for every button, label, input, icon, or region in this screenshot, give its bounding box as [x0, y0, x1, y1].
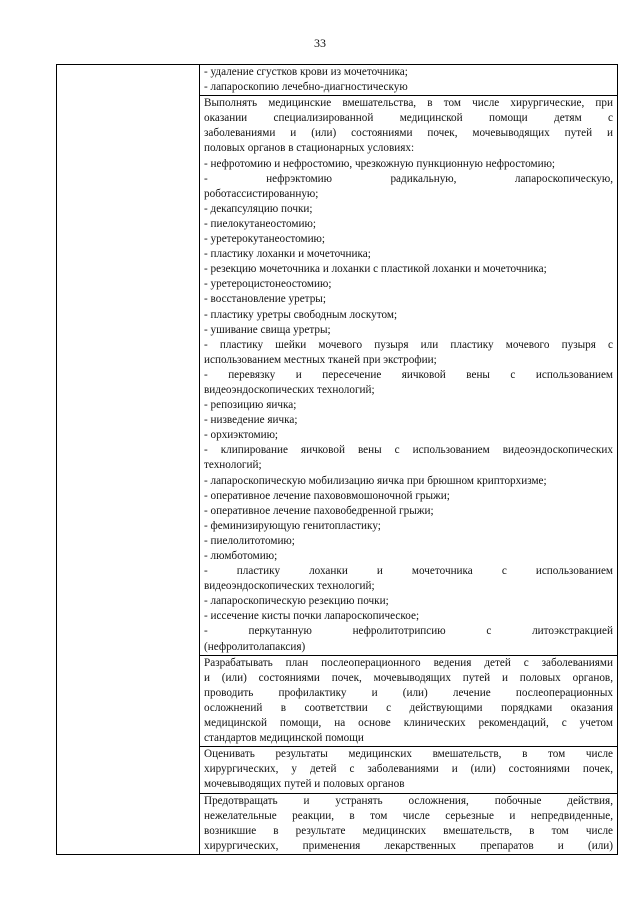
text-line: и (или) состояниями почек, мочевыводящих путей и половых органов, — [204, 671, 613, 684]
text-line: видеоэндоскопических технологий; — [204, 383, 375, 396]
text-line: - лапароскопию лечебно-диагностическую — [204, 81, 408, 94]
text-line: - удаление сгустков крови из мочеточника; — [204, 66, 408, 78]
content-blocks — [200, 65, 617, 854]
text-line: роботассистированную; — [204, 187, 319, 200]
text-line: - пиелокутанеостомию; — [204, 217, 316, 230]
text-line: стандартов медицинской помощи — [204, 732, 364, 745]
text-line: - пластику шейки мочевого пузыря или пластику мочевого пузыря с — [204, 338, 613, 351]
text-line: - уретероцистонеостомию; — [204, 278, 332, 291]
text-line: проводить профилактику и (или) лечение послеоперационных — [204, 686, 613, 699]
text-line: - лапароскопическую мобилизацию яичка при брюшном крипторхизме; — [204, 474, 547, 487]
table-row — [57, 65, 618, 855]
text-line: - пиелолитотомию; — [204, 534, 295, 547]
text-line: Предотвращать и устранять осложнения, побочные действия, — [204, 794, 613, 807]
text-line: - люмботомию; — [204, 550, 278, 562]
text-line: видеоэндоскопических технологий; — [204, 580, 375, 593]
left-column-cell — [57, 65, 200, 855]
text-line: - орхиэктомию; — [204, 429, 279, 442]
text-line: хирургических, применения лекарственных препаратов и (или) — [204, 839, 613, 852]
text-line: - феминизирующую генитопластику; — [204, 519, 381, 532]
text-block — [200, 95, 617, 654]
text-line: - низведение яичка; — [204, 414, 298, 427]
text-block — [200, 65, 617, 95]
text-line: - оперативное лечение пахововмошоночной грыжи; — [204, 489, 450, 502]
text-line: использованием местных тканей при экстрофии; — [204, 353, 437, 366]
text-line: - пластику лоханки и мочеточника с использованием — [204, 565, 613, 578]
text-line: половых органов в стационарных условиях: — [204, 142, 415, 155]
text-line: - пластику лоханки и мочеточника; — [204, 248, 371, 261]
text-line: оказании специализированной медицинской помощи детям с — [204, 112, 613, 125]
text-line: медицинской помощи, на основе клинических рекомендаций, с учетом — [204, 717, 613, 730]
text-line: Разрабатывать план послеоперационного ведения детей с заболеваниями — [204, 656, 613, 669]
text-line: - пластику уретры свободным лоскутом; — [204, 308, 398, 321]
document-table — [56, 64, 618, 855]
text-block — [200, 746, 617, 792]
text-line: - перевязку и пересечение яичковой вены с использованием — [204, 368, 613, 381]
text-line: - оперативное лечение паховобедренной грыжи; — [204, 504, 434, 517]
text-line: Выполнять медицинские вмешательства, в том числе хирургические, при — [204, 97, 613, 110]
text-line: - восстановление уретры; — [204, 293, 326, 306]
text-line: осложнений в соответствии с действующими порядками оказания — [204, 701, 613, 714]
text-block — [200, 793, 617, 854]
text-line: - клипирование яичковой вены с использованием видеоэндоскопических — [204, 444, 613, 457]
text-line: - уретерокутанеостомию; — [204, 233, 326, 246]
text-line: (нефролитолапаксия) — [204, 640, 306, 653]
page-number: 33 — [314, 36, 326, 50]
text-line: мочевыводящих путей и половых органов — [204, 778, 405, 791]
text-line: заболеваниями и (или) состояниями почек, мочевыводящих путей и — [204, 127, 613, 140]
text-line: - ушивание свища уретры; — [204, 323, 331, 336]
text-line: нежелательные реакции, в том числе серьезные и непредвиденные, — [204, 809, 613, 822]
text-line: - иссечение кисты почки лапароскопическое; — [204, 610, 420, 623]
text-line: Оценивать результаты медицинских вмешательств, в том числе — [204, 748, 613, 761]
text-line: - лапароскопическую резекцию почки; — [204, 595, 389, 608]
text-line: - репозицию яичка; — [204, 399, 297, 412]
text-block — [200, 655, 617, 747]
text-line: - резекцию мочеточника и лоханки с пластикой лоханки и мочеточника; — [204, 263, 547, 276]
text-line: - нефротомию и нефростомию, чрезкожную пункционную нефростомию; — [204, 157, 556, 170]
text-line: возникшие в результате медицинских вмешательств, в том числе — [204, 824, 613, 837]
text-line: хирургических, у детей с заболеваниями и (или) состояниями почек, — [204, 763, 613, 776]
text-line: - декапсуляцию почки; — [204, 202, 313, 215]
right-column-cell — [200, 65, 618, 855]
text-line: - перкутанную нефролитотрипсию с литоэкстракцией — [204, 625, 613, 638]
text-line: технологий; — [204, 459, 262, 472]
text-line: - нефрэктомию радикальную, лапароскопическую, — [204, 172, 613, 185]
